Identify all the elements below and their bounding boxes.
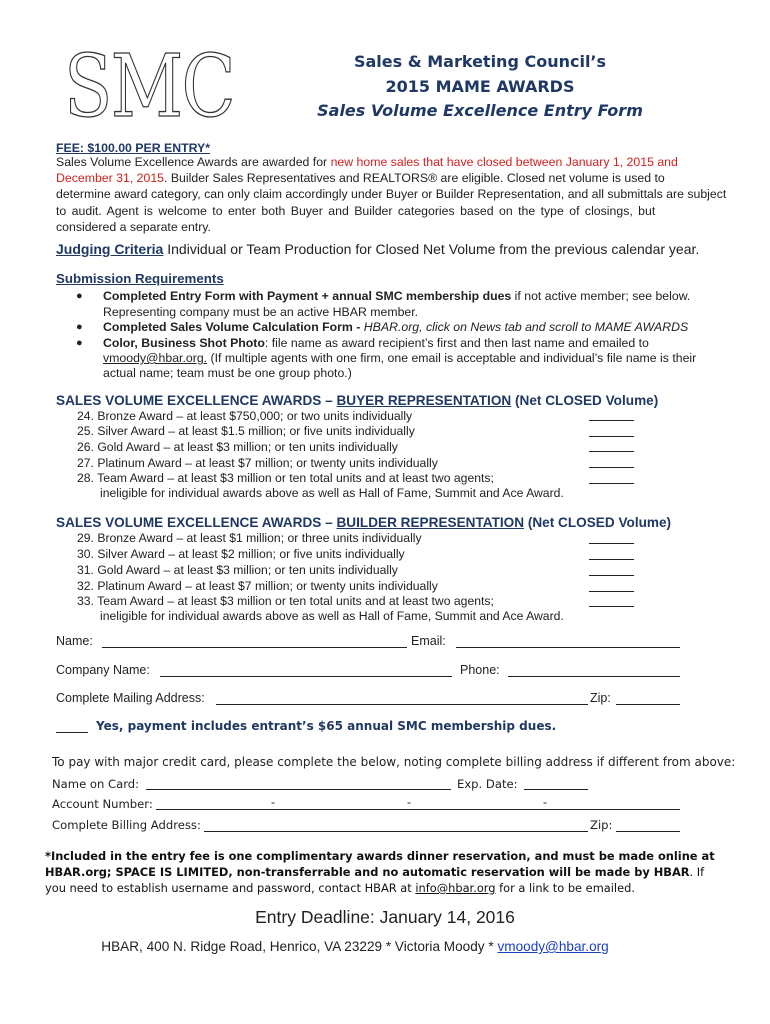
zip-field[interactable] bbox=[616, 704, 680, 705]
footnote-line-3: you need to establish username and password, contact HBAR at bbox=[45, 881, 416, 895]
fee-line: FEE: $100.00 PER ENTRY* bbox=[56, 141, 210, 155]
address-label: Complete Mailing Address: bbox=[56, 691, 205, 705]
account-dash: - bbox=[407, 795, 411, 809]
footnote-line-2: HBAR.org; SPACE IS LIMITED, non-transferrable and no automatic reservation will be made by HBAR bbox=[45, 865, 690, 879]
buyer-award-28: 28. Team Award – at least $3 million or ten total units and at least two agents; bbox=[77, 471, 494, 485]
name-field[interactable] bbox=[102, 647, 407, 648]
email-link[interactable]: vmoody@hbar.org. bbox=[103, 351, 208, 365]
exp-date-field[interactable] bbox=[524, 789, 588, 790]
requirement-2 bbox=[103, 319, 688, 335]
builder-heading-prefix: SALES VOLUME EXCELLENCE AWARDS – bbox=[56, 515, 337, 530]
requirement-3 bbox=[103, 335, 649, 351]
builder-award-31: 31. Gold Award – at least $3 million; or ten units individually bbox=[77, 563, 398, 577]
requirement-3-line-2 bbox=[103, 350, 696, 366]
dues-blank[interactable] bbox=[56, 732, 88, 733]
builder-heading bbox=[56, 515, 671, 530]
footnote-line-3-end: for a link to be emailed. bbox=[495, 881, 635, 895]
buyer-blank-28[interactable] bbox=[589, 483, 634, 484]
contact-text: HBAR, 400 N. Ridge Road, Henrico, VA 23229 * Victoria Moody * bbox=[101, 939, 498, 954]
account-number-label: Account Number: bbox=[52, 797, 153, 811]
builder-award-32: 32. Platinum Award – at least $7 million; or twenty units individually bbox=[77, 579, 438, 593]
builder-heading-category: BUILDER REPRESENTATION bbox=[336, 515, 525, 530]
requirement-3-text: (If multiple agents with one firm, one email is acceptable and individual’s file name is their bbox=[207, 351, 697, 365]
requirement-3-line-3: actual name; team must be one group photo.) bbox=[103, 366, 352, 380]
requirement-2-title: Completed Sales Volume Calculation Form - bbox=[103, 320, 364, 334]
bullet-icon: ● bbox=[76, 337, 83, 349]
footnote-line-1: *Included in the entry fee is one complimentary awards dinner reservation, and must be made online at bbox=[45, 849, 715, 863]
builder-award-33: 33. Team Award – at least $3 million or ten total units and at least two agents; bbox=[77, 594, 494, 608]
judging-criteria bbox=[56, 241, 699, 257]
intro-paragraph bbox=[56, 154, 726, 235]
buyer-blank-25[interactable] bbox=[589, 436, 634, 437]
address-field[interactable] bbox=[216, 704, 588, 705]
billing-zip-field[interactable] bbox=[616, 831, 680, 832]
buyer-heading bbox=[56, 393, 658, 408]
requirement-1-title: Completed Entry Form with Payment + annual SMC membership dues bbox=[103, 289, 512, 303]
email-label: Email: bbox=[411, 634, 446, 648]
buyer-heading-category: BUYER REPRESENTATION bbox=[336, 393, 512, 408]
builder-award-note: ineligible for individual awards above as well as Hall of Fame, Summit and Ace Award. bbox=[100, 609, 564, 623]
info-email-link[interactable]: info@hbar.org bbox=[415, 881, 496, 895]
billing-address-field[interactable] bbox=[204, 831, 588, 832]
builder-heading-suffix: (Net CLOSED Volume) bbox=[524, 515, 672, 530]
account-number-field[interactable] bbox=[156, 809, 680, 810]
smc-logo-text: SMC bbox=[64, 37, 234, 137]
judging-text: Individual or Team Production for Closed Net Volume from the previous calendar year. bbox=[163, 241, 700, 257]
buyer-heading-prefix: SALES VOLUME EXCELLENCE AWARDS – bbox=[56, 393, 337, 408]
requirement-2-text: HBAR.org, click on News tab and scroll to MAME AWARDS bbox=[363, 320, 689, 334]
intro-text: determine award category, can only claim accordingly under Buyer or Builder Representation, and all submittals are subject bbox=[56, 187, 727, 202]
header-line-3: Sales Volume Excellence Entry Form bbox=[317, 101, 643, 120]
name-on-card-field[interactable] bbox=[146, 789, 451, 790]
header-line-1: Sales & Marketing Council’s bbox=[353, 52, 607, 71]
buyer-award-24: 24. Bronze Award – at least $750,000; or two units individually bbox=[77, 409, 413, 423]
email-field[interactable] bbox=[456, 647, 680, 648]
requirement-3-text: : file name as award recipient’s first and then last name and emailed to bbox=[264, 336, 649, 350]
credit-intro: To pay with major credit card, please complete the below, noting complete billing address if different from above: bbox=[52, 755, 736, 769]
buyer-blank-27[interactable] bbox=[589, 467, 634, 468]
footnote bbox=[45, 848, 715, 896]
account-dash: - bbox=[543, 795, 547, 809]
buyer-award-note: ineligible for individual awards above as well as Hall of Fame, Summit and Ace Award. bbox=[100, 486, 564, 500]
builder-blank-33[interactable] bbox=[589, 606, 634, 607]
bullet-icon: ● bbox=[76, 290, 83, 302]
billing-zip-label: Zip: bbox=[590, 818, 613, 832]
builder-blank-30[interactable] bbox=[589, 559, 634, 560]
requirement-1 bbox=[103, 288, 690, 304]
intro-end-date: December 31, 2015 bbox=[56, 171, 165, 186]
exp-date-label: Exp. Date: bbox=[457, 777, 518, 791]
bullet-icon: ● bbox=[76, 321, 83, 333]
judging-label: Judging Criteria bbox=[56, 241, 164, 257]
entry-deadline: Entry Deadline: January 14, 2016 bbox=[255, 907, 515, 927]
requirement-1-text: if not active member; see below. bbox=[511, 289, 691, 303]
smc-logo bbox=[60, 37, 238, 137]
name-on-card-label: Name on Card: bbox=[52, 777, 140, 791]
phone-label: Phone: bbox=[460, 663, 500, 677]
buyer-blank-26[interactable] bbox=[589, 451, 634, 452]
builder-award-29: 29. Bronze Award – at least $1 million; or three units individually bbox=[77, 531, 422, 545]
buyer-heading-suffix: (Net CLOSED Volume) bbox=[511, 393, 659, 408]
header-line-2: 2015 MAME AWARDS bbox=[385, 77, 575, 96]
billing-address-label: Complete Billing Address: bbox=[52, 818, 201, 832]
submission-heading: Submission Requirements bbox=[56, 271, 224, 286]
company-label: Company Name: bbox=[56, 663, 150, 677]
intro-closing-dates: new home sales that have closed between January 1, 2015 and bbox=[330, 155, 678, 169]
requirement-1-note: Representing company must be an active HBAR member. bbox=[103, 305, 419, 319]
builder-blank-29[interactable] bbox=[589, 543, 634, 544]
builder-award-30: 30. Silver Award – at least $2 million; or five units individually bbox=[77, 547, 405, 561]
account-dash: - bbox=[271, 795, 275, 809]
footnote-line-2-end: . If bbox=[689, 865, 705, 879]
company-field[interactable] bbox=[160, 676, 452, 677]
buyer-award-25: 25. Silver Award – at least $1.5 million; or five units individually bbox=[77, 424, 415, 438]
zip-label: Zip: bbox=[590, 691, 611, 705]
intro-text: to audit. Agent is welcome to enter both Buyer and Builder categories based on the type of closings, but bbox=[56, 203, 656, 218]
contact-line bbox=[0, 939, 710, 954]
requirement-3-title: Color, Business Shot Photo bbox=[103, 336, 265, 350]
buyer-award-26: 26. Gold Award – at least $3 million; or ten units individually bbox=[77, 440, 398, 454]
buyer-award-27: 27. Platinum Award – at least $7 million; or twenty units individually bbox=[77, 456, 438, 470]
name-label: Name: bbox=[56, 634, 93, 648]
intro-text: considered a separate entry. bbox=[56, 219, 211, 234]
phone-field[interactable] bbox=[508, 676, 680, 677]
buyer-blank-24[interactable] bbox=[589, 420, 634, 421]
intro-text: Sales Volume Excellence Awards are awarded for bbox=[56, 155, 331, 169]
builder-blank-31[interactable] bbox=[589, 575, 634, 576]
dues-text: Yes, payment includes entrant’s $65 annual SMC membership dues. bbox=[96, 719, 557, 733]
contact-email-link[interactable]: vmoody@hbar.org bbox=[497, 939, 609, 954]
intro-text: . Builder Sales Representatives and REALTORS® are eligible. Closed net volume is used to bbox=[164, 171, 665, 186]
builder-blank-32[interactable] bbox=[589, 591, 634, 592]
